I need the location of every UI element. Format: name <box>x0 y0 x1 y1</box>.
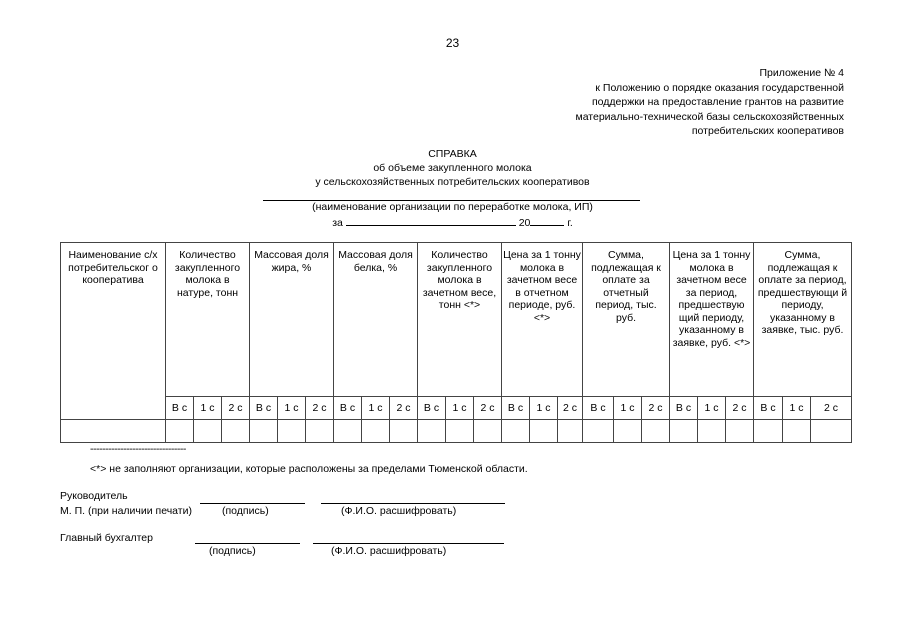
col-header-price-previous: Цена за 1 тонну молока в зачетном весе за период, предшествую щий периоду, указанному в заявке, руб. <*> <box>670 243 754 397</box>
grade-header: В с <box>583 397 614 420</box>
grade-header: 1 с <box>783 397 811 420</box>
table-cell[interactable] <box>278 420 306 443</box>
period-suffix: г. <box>567 217 573 229</box>
title-subtitle: об объеме закупленного молока <box>373 162 532 174</box>
table-cell[interactable] <box>194 420 222 443</box>
table-cell[interactable] <box>530 420 558 443</box>
head-label: Руководитель <box>60 490 128 502</box>
col-header-sum-previous: Сумма, подлежащая к оплате за период, предшествующи й периоду, указанному в заявке, тыс. руб. <box>754 243 852 397</box>
footnote: <*> не заполняют организации, которые расположены за пределами Тюменской области. <box>90 463 528 475</box>
grade-header: 2 с <box>726 397 754 420</box>
appendix-line: к Положению о порядке оказания государственной <box>595 81 844 94</box>
table-cell[interactable] <box>222 420 250 443</box>
table-cell[interactable] <box>642 420 670 443</box>
table-cell[interactable] <box>754 420 783 443</box>
name-caption: (Ф.И.О. расшифровать) <box>331 545 447 557</box>
grade-header: В с <box>334 397 362 420</box>
grade-header: В с <box>418 397 446 420</box>
grade-header: 2 с <box>474 397 502 420</box>
stamp-label: М. П. (при наличии печати) <box>60 505 192 517</box>
grade-header: 1 с <box>698 397 726 420</box>
grade-header: В с <box>502 397 530 420</box>
title-heading: СПРАВКА <box>428 148 477 160</box>
table-cell[interactable] <box>811 420 852 443</box>
appendix-line: материально-технической базы сельскохозяйственных <box>575 110 844 123</box>
grade-header: В с <box>754 397 783 420</box>
grade-header: В с <box>250 397 278 420</box>
accountant-name-field[interactable] <box>313 543 504 544</box>
table-cell[interactable] <box>783 420 811 443</box>
table-cell[interactable] <box>474 420 502 443</box>
table-cell[interactable] <box>558 420 583 443</box>
grade-header: 2 с <box>390 397 418 420</box>
table-cell[interactable] <box>418 420 446 443</box>
table-cell[interactable] <box>670 420 698 443</box>
grade-header: 1 с <box>446 397 474 420</box>
table-cell[interactable] <box>250 420 278 443</box>
grade-header: В с <box>670 397 698 420</box>
grade-header: 2 с <box>306 397 334 420</box>
grade-header: 1 с <box>362 397 390 420</box>
milk-purchase-table <box>60 242 852 443</box>
head-name-field[interactable] <box>321 503 505 504</box>
title-subtitle: у сельскохозяйственных потребительских кооперативов <box>315 176 590 188</box>
organization-caption: (наименование организации по переработке молока, ИП) <box>312 201 593 213</box>
period-field[interactable] <box>346 215 516 226</box>
appendix-line: потребительских кооперативов <box>691 125 844 137</box>
footnote-separator: -------------------------------- <box>90 443 186 455</box>
signature-caption: (подпись) <box>209 545 256 557</box>
table-cell[interactable] <box>726 420 754 443</box>
table-row <box>61 420 852 443</box>
grade-subheader-row <box>61 397 852 420</box>
signature-caption: (подпись) <box>222 505 269 517</box>
period-prefix: за <box>332 217 343 229</box>
col-header-quantity: Количество закупленного молока в натуре, тонн <box>166 243 250 397</box>
period-line <box>0 215 905 229</box>
year-field[interactable] <box>530 215 564 226</box>
table-cell[interactable] <box>362 420 390 443</box>
grade-header: 1 с <box>278 397 306 420</box>
grade-header: 2 с <box>558 397 583 420</box>
grade-header: 1 с <box>614 397 642 420</box>
grade-header: 1 с <box>194 397 222 420</box>
col-header-price-current: Цена за 1 тонну молока в зачетном весе в отчетном периоде, руб. <*> <box>502 243 583 397</box>
table-cell[interactable] <box>390 420 418 443</box>
appendix-line: Приложение № 4 <box>759 67 844 79</box>
grade-header: 2 с <box>642 397 670 420</box>
document-title <box>0 147 905 189</box>
table-cell[interactable] <box>334 420 362 443</box>
appendix-reference <box>575 66 844 139</box>
table-cell[interactable] <box>583 420 614 443</box>
period-year-prefix: 20 <box>518 217 531 229</box>
page-number: 23 <box>445 36 460 50</box>
table-cell[interactable] <box>306 420 334 443</box>
grade-header: 1 с <box>530 397 558 420</box>
table-cell[interactable] <box>166 420 194 443</box>
accountant-signature-field[interactable] <box>195 543 300 544</box>
table-cell[interactable] <box>502 420 530 443</box>
subheader-empty-cell <box>61 397 166 420</box>
col-header-credit-weight: Количество закупленного молока в зачетном весе, тонн <*> <box>418 243 502 397</box>
grade-header: 2 с <box>811 397 852 420</box>
col-header-fat: Массовая доля жира, % <box>250 243 334 397</box>
name-caption: (Ф.И.О. расшифровать) <box>341 505 457 517</box>
accountant-label: Главный бухгалтер <box>60 532 153 544</box>
col-header-protein: Массовая доля белка, % <box>334 243 418 397</box>
head-signature-field[interactable] <box>200 503 305 504</box>
grade-header: В с <box>166 397 194 420</box>
table-cell[interactable] <box>614 420 642 443</box>
table-cell[interactable] <box>698 420 726 443</box>
table-cell[interactable] <box>61 420 166 443</box>
grade-header: 2 с <box>222 397 250 420</box>
table-cell[interactable] <box>446 420 474 443</box>
appendix-line: поддержки на предоставление грантов на развитие <box>591 96 844 108</box>
col-header-cooperative: Наименование с/х потребительског о кооператива <box>61 243 166 397</box>
col-header-sum-current: Сумма, подлежащая к оплате за отчетный период, тыс. руб. <box>583 243 670 397</box>
